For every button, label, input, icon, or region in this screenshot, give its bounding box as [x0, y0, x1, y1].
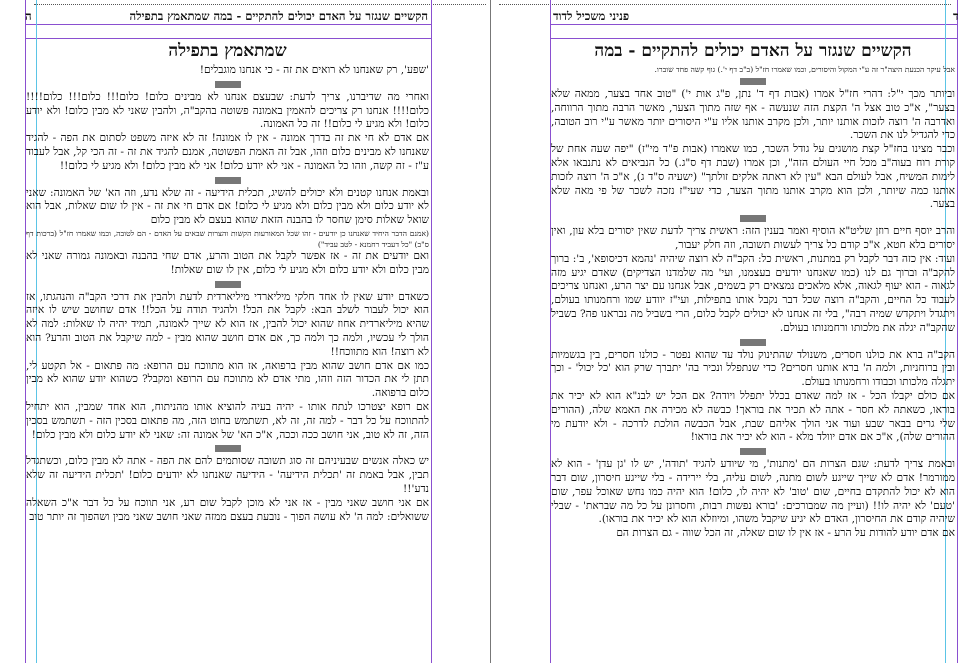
paragraph: 'שפע', רק שאנחנו לא רואים את זה - כי אנחנו מוגבלים!: [199, 64, 429, 76]
paragraph: אם רופא יצטרכו לנתח אותו - יהיה בעיה להוציא אותו מהניתוח, הוא אחד שמבין, הוא יתחיל להתווכח על כל דבר - למה זה, זה לא, תשתמש בחוט הזה, מה פתאום בסכין הזה - תשתמש בסכין הזה, זה לא טוב, אני חושב ככה וככה, א"כ הא' של אמונה זה: שאני לא יודע כלום ולא מבין כלום!: [26, 400, 429, 441]
section-divider: [215, 281, 241, 288]
running-head: הקשיים שנגזר על האדם יכולים להתקיים - במה שמתאמץ בתפילה: [129, 9, 428, 23]
section-divider: [215, 445, 241, 452]
paragraph: ואם יודעים את זה - אז אפשר לקבל את הטוב והרע, אדם שחי בהבנה ובאמונה גמורה שאני לא מבין כלום ולא יודע כלום ולא מגיע לי כלום, אין לו שום שאלות!: [26, 249, 429, 276]
header-guide: [550, 24, 957, 25]
footnote-paragraph: (אמנם הדבר היחיד שאנחנו כן יודעים - זהו שכל המאורעות הקשות והצרות שבאים על האדם - הם לטובה, וכמו שאמרו חז"ל (ברכות דף ס"ב) "כל דעביד רחמנא - לטב עביד"): [26, 228, 429, 249]
page-title: שמתאמץ בתפילה: [168, 41, 287, 61]
text-top-guide: [550, 38, 957, 39]
paragraph: הקב"ה ברא את כולנו חסרים, משנולד שהתינוק נולד עד שהוא נפטר - כולנו חסרים, בין בגשמיות ובין ברוחניות, ולמה ה' ברא אותנו חסרים? כדי שנתפלל ונכיר בה' יתברך שרק הוא 'כל יכול' - וכך יתגלה מלכותו וכבודו ורחמנותו בעולם.: [551, 348, 955, 389]
running-head: פניני משכיל לדוד: [553, 9, 630, 23]
section-divider: [740, 448, 766, 455]
paragraph: ואחרי מה שדיברנו, צריך לדעת: שבעצם אנחנו לא מבינים כלום! כלום!!! כלום!!! כלום!!!! כלום!!!! אנחנו רק צריכים להאמין באמונה פשוטה בהקב"ה, ולהבין שאני לא מבין כלום! ולא יודע כלום! ולא מגיע לי כלום!! זה כל האמונה.: [26, 90, 429, 131]
paragraph: כמו אם אדם חושב שהוא מבין ברפואה, אז הוא מתווכח עם הרופא: מה פתאום - אל תקטע לי, תתן לי את הכדור הזה וזהו, מתי אדם לא מתווכח עם הרופא ומקבל? כשהוא יודע שהוא לא מבין כלום ברפואה.: [26, 359, 429, 400]
paragraph: ובאמת אנחנו קטנים ולא יכולים להשיג, תכלית הידיעה - זה שלא נדע, וזה הא' של האמונה: שאני לא יודע כלום ולא מבין כלום ולא מגיע לי כלום! אם אדם חי את זה - אין לו שום שאלות, אבל הוא שואל שאלות סימן שחסר לו בהבנה הזאת שהוא בעצם לא מבין כלום: [26, 186, 429, 227]
paragraph: וביותר מכך י"ל: דהרי חז"ל אמרו (אבות דף ד' נתן, פ"ג אות י') "טוב אחד בצער, ממאה שלא בצער", א"כ טוב אצל ה' הקצת הזה שנעשה - אף שזה מתוך הצער, מאשר הרבה מתוך הרווחה, ואדרבה ה' רוצה לזכות אותנו יותר, ולכן מקרב אותנו אליו ע"י היסורים יותר מאשר ע"י רוב הטובה, כדי להגדיל לנו את השכר.: [551, 88, 955, 142]
paragraph: אם אני חושב שאני מבין - אז אני לא מוכן לקבל שום רע, אני תווכח על כל דבר א"כ השאלה ששואלים: למה ה' לא עושה הפוך - נובעת בעצם ממזה שאני חושב שאני מבין ושהפוך זה יותר טוב: [26, 496, 429, 523]
paragraph: אם אדם לא חי את זה בדרך אמונה - אין לו אמונה! זה לא איזה משפט לסתום את הפה - להגיד שאנחנו לא מבינים כלום וזהו, אבל זה האמת הפשוטה, אמנם להגיד את זה - זה הכי קל, אבל לעבוד ע"ז - זה קשה, וזהו כל האמונה - אני לא יודע כלום! אני לא מבין כלום! ולא מגיע לי כלום!!: [26, 132, 429, 172]
paragraph: כשאדם יודע שאין לו אחד חלקי מיליארדי מיליארדית לדעת ולהבין את דרכי הקב"ה והנהגתו, אז הוא יכול לעבור לשלב הבא: לקבל את הכל! ולהגיד תודה על הכל!! אדם שחושב שיש לו איזה שהיא מיליארדית אחוז שהוא יכול להבין, אז הוא לא שייך לאמונה, תמיד יהיה לו שאלות: למה לא הולך לי עכשיו, ולמה כך ולמה כך, אם אדם חושב שהוא מבין - למה שיקבל את הטוב והרע? הוא לא רוצה! הוא מתווכח!!: [26, 290, 429, 358]
top-dotted-line: [34, 4, 486, 5]
page-letter: ה: [25, 9, 32, 23]
page-letter: ד: [953, 9, 959, 23]
section-divider: [215, 177, 241, 184]
right-text-column: [551, 40, 955, 660]
paragraph: אם כולם יקבלו הכל - אז למה שאדם בכלל יתפלל ויודה? אם הכל יש לבנ"א הוא לא יכיר את בוראו, כשאתה לא חסר - אתה לא תכיר את בוראך! כבשה לא מכירה את האמא שלה, (ההורים שלי גרים בבאר שבע ועוד אני הולך אליהם שבת, אבל הכבשה הולכת לדרכה - ולא יודעת מי ההורים שלה), א"כ אם אדם יוולד מלא - הוא לא יכיר את בוראו!: [551, 389, 955, 444]
right-page: [491, 0, 971, 663]
section-divider: [740, 78, 766, 85]
header-guide: [25, 24, 431, 25]
section-divider: [740, 215, 766, 222]
section-divider: [215, 81, 241, 88]
paragraph: אם אדם יודע להודות על הרע - אז אין לו שום שאלה, זה הכל שווה - גם הצרות הם: [616, 527, 955, 540]
section-divider: [740, 339, 766, 346]
paragraph: ובאמת צריך לדעת: שגם הצרות הם 'מתנות', מי שיודע להגיד 'תודה', יש לו 'גן עדן' - הוא לא ממורמר! אדם לא שייך שייגע לשום מתנה, לשום עליה, בלי יירידה - בלי שייגע חיסרון, שום דבר הוא לא יכול להתקדם בחיים, שום 'טוב' לא יהיה לו, כלום! הוא יהיה כמו נחש שאוכל עפר, שום 'טעם' לא יהיה לו!! (ועיין מה שמבורכים: 'בורא נפשות רבות, וחסרונן על כל מה שבראת' - שבלי שיהיה קודם את החיסרון, האדם לא יגיע שיקבל משהו, ומיוזלא הוא לא יכיר את בוראו).: [551, 458, 955, 526]
page-title: הקשיים שנגזר על האדם יכולים להתקיים - במה: [594, 41, 912, 61]
text-top-guide: [25, 38, 431, 39]
paragraph: והרב יוסף חיים רוזן שליט"א הוסיף ואמר בענין הזה: ראשית צריך לדעת שאין יסורים בלא עון, ואין יסורים בלא חטא, א"כ קודם כל צריך לעשות תשובה, וזה חלק יעבור,: [551, 225, 955, 251]
top-dotted-line: [499, 4, 951, 5]
paragraph: ועוד: אין כזה דבר לקבל רק במתנות, ראשית כל: הקב"ה לא רוצה שיהיה 'נהמא דכיסופא', ב': ברוך להקב"ה וברוך גם לנו (כמו שאנחנו יודעים בעצמנו, ועי' מה שלמדנו הצדיקים) שאדם יגיע מזה לגאוה - הוא יעוף לגאוה, אלא מלאכים נמצאים רק בשמים, אבל אנחנו עם יצר הרע, ואנחנו צריכים לעבוד כל החיים, והקב"ה רוצה שכל דבר נקבל אותו בתפילות, ועי"ז יוודע שמו ורחמנותו בעולם, ויתגדל ויתקדש שמיה רבה", בלי זה אנחנו לא יכולים לקבל כלום, הרי בשביל מה נבראנו פה? בשביל שהקב"ה יגלה את מלכותו ורחמנותו בעולם.: [551, 252, 955, 334]
paragraph: וכבר מצינו בחז"ל קצת מושגים על גודל השכר, כמו שאמרו (אבות פ"ד מי"ז) "יפה שעה אחת של קורת רוח בעוה"ב מכל חיי העולם הזה", וכן אמרו (שבת דף ס"ג.) כל הנביאים לא נתנבאו אלא לימות המשיח, אבל לעולם הבא "עין לא ראתה אלקים זולתך" (ישעיה ס"ד ג), א"כ ה' רוצה לזכות אותנו כמה שיותר, ולכן הוא מקרב אותנו מתוך הצער, כדי שעי"ז נזכה לשכר של פי מאה שלא בצער.: [551, 143, 955, 211]
intro-line: אבל עיקר הכנעת היצה"ר זה ע"י המקול והיסורים, וכמו שאמרו חז"ל (ב"ב דף י'.) גוף קשה פחד שוברו.: [654, 65, 955, 74]
margin-guide-right: [957, 0, 958, 663]
paragraph: יש כאלה אנשים שבעיניהם זה סוג תשובה שסותמים להם את הפה - אתה לא מבין כלום, וכשתגדל תבין, אבל באמת זה 'תכלית הידיעה' - הידיעה שאנחנו לא יודעים כלום! 'תכלית הידיעה זה שלא נדע'!!: [26, 455, 429, 495]
left-text-column: [26, 40, 429, 660]
margin-guide-right: [431, 0, 432, 663]
